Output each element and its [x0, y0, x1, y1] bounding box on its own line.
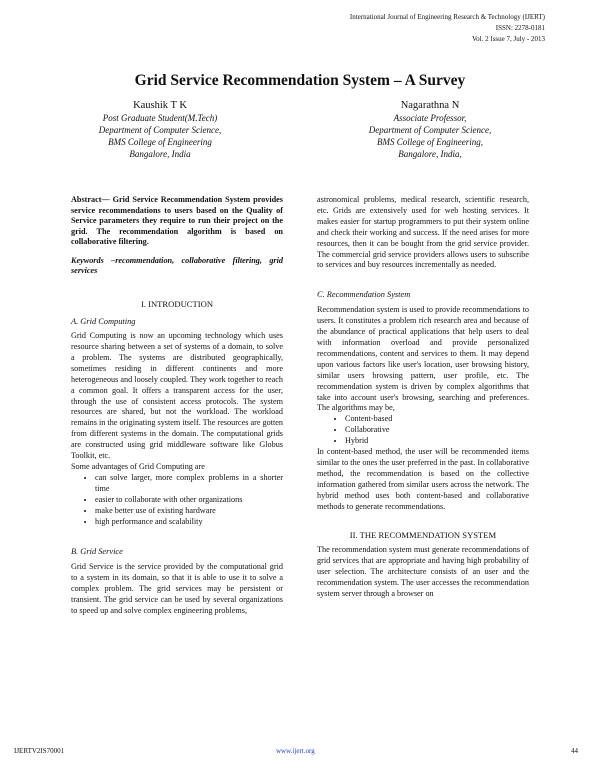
- paper-title: Grid Service Recommendation System – A Survey: [134, 72, 466, 89]
- footer-website-link[interactable]: www.ijert.org: [276, 747, 315, 755]
- footer-paper-id: IJERTV2IS70001: [14, 747, 65, 755]
- paragraph: Recommendation system is used to provide recommendations to users. It constitutes a problem rich research area and because of the abundance of practical applications that help users to deal with information overload and provide personalized recommendations, content and services to them. It may depend upon various factors like user's location, user browsing history, similar users browsing pattern, user profile, etc. The recommendation system is driven by complex algorithms that take into account user's browsing, searching and preferences. The algorithms may be,: [317, 305, 529, 413]
- paragraph: In content-based method, the user will be recommended items similar to the ones the user preferred in the past. In collaborative method, the recommendation is based on the collective information gathered from similar users across the network. The hybrid method uses both content-based and collaborative methods to generate recommendations.: [317, 447, 529, 511]
- subsection-heading-grid-computing: A. Grid Computing: [71, 317, 136, 327]
- paragraph: Grid Computing is now an upcoming technology which uses resource sharing between a set of systems of a domain, to solve a problem. The systems are distributed geographically, sometimes residing in different continents and more heterogeneous and loosely coupled. They work together to reach a common goal. It offers a transparent access for the user, through the use of consistent access protocols. The system resources are shared, but not the workload. The workload remains in the originating system itself. The resources are gotten from different systems in the domain. The computational grids are constructed using grid middleware software like Globus Toolkit, etc.: [71, 331, 283, 461]
- author-affiliation-line: Bangalore, India,: [398, 149, 462, 159]
- right-column: [317, 195, 529, 600]
- author-name: Kaushik T K: [133, 100, 187, 111]
- left-column: [71, 195, 283, 617]
- advantages-list: [71, 473, 283, 528]
- list-item: • make better use of existing hardware: [95, 506, 283, 517]
- list-item: • high performance and scalability: [95, 517, 283, 528]
- author-affiliation-line: Department of Computer Science,: [98, 125, 222, 135]
- list-item: • Hybrid: [345, 436, 529, 447]
- author-name: Nagarathna N: [400, 100, 460, 111]
- paragraph: astronomical problems, medical research, scientific research, etc. Grids are extensively used for web hosting services. It makes easier for startup programmers to put their system online and check their working and success. If the need arises for more resources, then it can be bought from the grid service provider. The commercial grid service providers allows users to subscribe to services and buy resources incrementally as needed.: [317, 195, 529, 270]
- keywords: Keywords –recommendation, collaborative filtering, grid services: [71, 255, 283, 276]
- list-item: • easier to collaborate with other organizations: [95, 495, 283, 506]
- author-block-2: [340, 100, 520, 160]
- journal-header: [350, 12, 545, 45]
- section-heading-recommendation-system: II. THE RECOMMENDATION SYSTEM: [349, 530, 497, 541]
- author-affiliation-line: Bangalore, India: [129, 149, 191, 159]
- author-affiliation-line: Department of Computer Science,: [368, 125, 492, 135]
- footer-page-number: 44: [571, 747, 578, 755]
- paragraph: The recommendation system must generate recommendations of grid services that are appropriate and having high probability of user selection. The architecture consists of an user and the recommendation system. The user accesses the recommendation system server through a browser on: [317, 545, 529, 598]
- algorithms-list: [317, 414, 529, 447]
- journal-name: International Journal of Engineering Research & Technology (IJERT): [349, 13, 545, 21]
- journal-volume: Vol. 2 Issue 7, July - 2013: [472, 35, 545, 43]
- subsection-heading-grid-service: B. Grid Service: [71, 547, 123, 557]
- list-item: • can solve larger, more complex problems in a shorter time: [95, 473, 283, 495]
- abstract: Abstract— Grid Service Recommendation System provides service recommendations to users based on the Quality of Service parameters they require to run their project on the grid. The recommendation algorithm is based on collaborative filtering.: [71, 195, 283, 246]
- author-affiliation-line: BMS College of Engineering,: [377, 137, 483, 147]
- list-item: • Content-based: [345, 414, 529, 425]
- paragraph: Grid Service is the service provided by the computational grid to a system in its domain, so that it is able to use it to solve a complex problem. The grid services may be persistent or transient. The grid service can be used by several organizations to speed up and solve complex engineering problems,: [71, 562, 283, 615]
- journal-issn: ISSN: 2278-0181: [495, 24, 545, 32]
- list-item: • Collaborative: [345, 425, 529, 436]
- subsection-heading-recommendation-system: C. Recommendation System: [317, 290, 411, 300]
- author-affiliation-line: Post Graduate Student(M.Tech): [102, 113, 218, 123]
- author-block-1: [70, 100, 250, 160]
- paragraph: Some advantages of Grid Computing are: [71, 462, 205, 471]
- author-affiliation-line: BMS College of Engineering: [108, 137, 212, 147]
- author-affiliation-line: Associate Professor,: [393, 113, 467, 123]
- section-heading-introduction: I. INTRODUCTION: [140, 299, 214, 310]
